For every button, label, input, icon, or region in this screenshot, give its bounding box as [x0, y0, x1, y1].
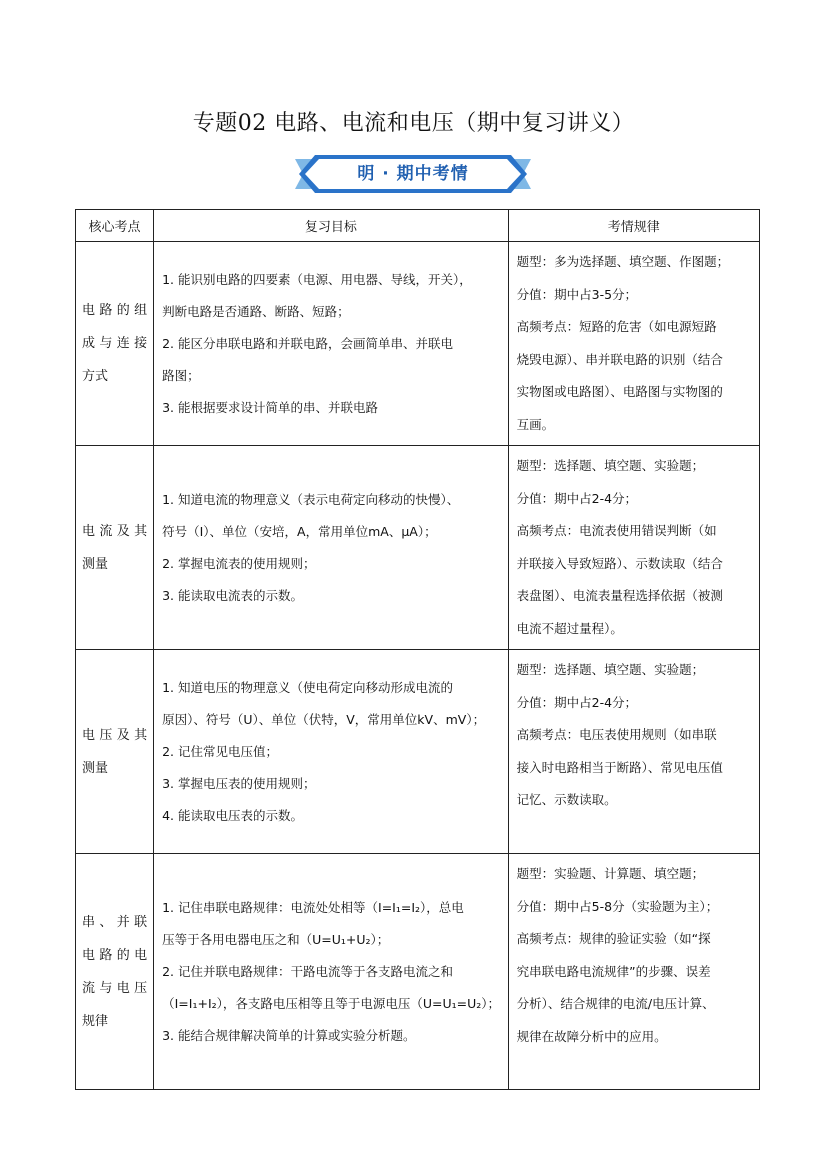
section-banner	[295, 153, 531, 195]
goals-cell	[154, 854, 509, 1090]
rule-line: 题型：实验题、计算题、填空题；	[516, 866, 705, 881]
topic-cell	[76, 650, 154, 854]
rules-cell	[508, 650, 759, 854]
rule-line: 分值：期中占2-4分；	[516, 694, 638, 710]
goal-line: 2. 记住常见电压值；	[162, 743, 279, 759]
rule-line: 烧毁电源）、串并联电路的识别（结合	[516, 351, 723, 367]
goal-line: 2. 掌握电流表的使用规则；	[162, 555, 316, 571]
rule-line: 接入时电路相当于断路）、常见电压值	[516, 759, 723, 775]
rule-line: 互画。	[516, 416, 555, 432]
topic-line: 电压及其	[82, 727, 148, 743]
rule-line: 分值：期中占2-4分；	[516, 490, 638, 506]
table-row	[76, 854, 760, 1090]
topic-cell	[76, 854, 154, 1090]
rule-line: 并联接入导致短路）、示数读取（结合	[516, 555, 723, 571]
goal-line: 路图；	[162, 367, 200, 383]
rules-cell	[508, 242, 759, 446]
table-header-row	[76, 210, 760, 242]
rule-line: 表盘图）、电流表量程选择依据（被测	[516, 588, 723, 603]
topic-cell	[76, 446, 154, 650]
goal-line: 3. 能根据要求设计简单的串、并联电路	[162, 399, 379, 415]
rule-line: 分值：期中占5-8分（实验题为主）；	[516, 898, 719, 914]
rule-line: 记忆、示数读取。	[516, 792, 617, 807]
topic-line: 测量	[82, 760, 109, 776]
rule-line: 高频考点：电压表使用规则（如串联	[516, 727, 717, 742]
topic-cell	[76, 242, 154, 446]
table-row	[76, 446, 760, 650]
table-row	[76, 242, 760, 446]
topic-line: 串、并联	[82, 914, 148, 930]
topic-line: 规律	[82, 1013, 109, 1029]
column-header: 复习目标	[154, 210, 509, 242]
goals-cell	[154, 446, 509, 650]
rule-line: 高频考点：电流表使用错误判断（如	[516, 523, 717, 538]
rule-line: 规律在故障分析中的应用。	[516, 1028, 667, 1044]
column-header: 核心考点	[76, 210, 154, 242]
rule-line: 高频考点：规律的验证实验（如“探	[516, 931, 711, 946]
rules-cell	[508, 446, 759, 650]
table-row	[76, 650, 760, 854]
goal-line: （I=I₁+I₂），各支路电压相等且等于电源电压（U=U₁=U₂）；	[162, 995, 501, 1011]
goal-line: 4. 能读取电压表的示数。	[162, 807, 304, 823]
review-table	[75, 209, 760, 1090]
rules-cell	[508, 854, 759, 1090]
goal-line: 符号（I）、单位（安培，A，常用单位mA、μA）；	[162, 523, 437, 539]
goal-line: 判断电路是否通路、断路、短路；	[162, 303, 350, 319]
topic-line: 流与电压	[82, 980, 148, 996]
column-header: 考情规律	[508, 210, 759, 242]
topic-line: 成与连接	[82, 336, 148, 351]
goal-line: 3. 能读取电流表的示数。	[162, 587, 304, 603]
rule-line: 电流不超过量程）。	[516, 620, 623, 636]
topic-line: 测量	[82, 556, 109, 572]
goals-cell	[154, 242, 509, 446]
topic-line: 电路的电	[82, 947, 148, 963]
rule-line: 高频考点：短路的危害（如电源短路	[516, 319, 717, 334]
rule-line: 题型：选择题、填空题、实验题；	[516, 458, 705, 473]
goal-line: 3. 能结合规律解决简单的计算或实验分析题。	[162, 1027, 416, 1043]
topic-line: 电流及其	[82, 523, 148, 539]
goal-line: 1. 记住串联电路规律：电流处处相等（I=I₁=I₂），总电	[162, 899, 464, 915]
rule-line: 究串联电路电流规律”的步骤、误差	[516, 963, 711, 979]
goal-line: 1. 能识别电路的四要素（电源、用电器、导线，开关），	[162, 271, 472, 287]
goal-line: 3. 掌握电压表的使用规则；	[162, 775, 316, 791]
goal-line: 原因）、符号（U）、单位（伏特，V，常用单位kV、mV）；	[162, 711, 486, 727]
goal-line: 压等于各用电器电压之和（U=U₁+U₂）；	[162, 931, 390, 947]
topic-line: 方式	[82, 369, 109, 384]
banner-label: 明 · 期中考情	[357, 164, 469, 184]
rule-line: 题型：选择题、填空题、实验题；	[516, 662, 705, 677]
topic-line: 电路的组	[82, 303, 148, 318]
goal-line: 2. 记住并联电路规律：干路电流等于各支路电流之和	[162, 963, 454, 979]
rule-line: 实物图或电路图）、电路图与实物图的	[516, 384, 723, 399]
page-title: 专题02 电路、电流和电压（期中复习讲义）	[192, 111, 635, 136]
goal-line: 1. 知道电流的物理意义（表示电荷定向移动的快慢）、	[162, 491, 460, 507]
rule-line: 分析）、结合规律的电流/电压计算、	[516, 996, 715, 1011]
goals-cell	[154, 650, 509, 854]
goal-line: 1. 知道电压的物理意义（使电荷定向移动形成电流的	[162, 679, 454, 695]
rule-line: 题型：多为选择题、填空题、作图题；	[516, 254, 730, 269]
rule-line: 分值：期中占3-5分；	[516, 286, 638, 302]
goal-line: 2. 能区分串联电路和并联电路，会画简单串、并联电	[162, 335, 454, 351]
